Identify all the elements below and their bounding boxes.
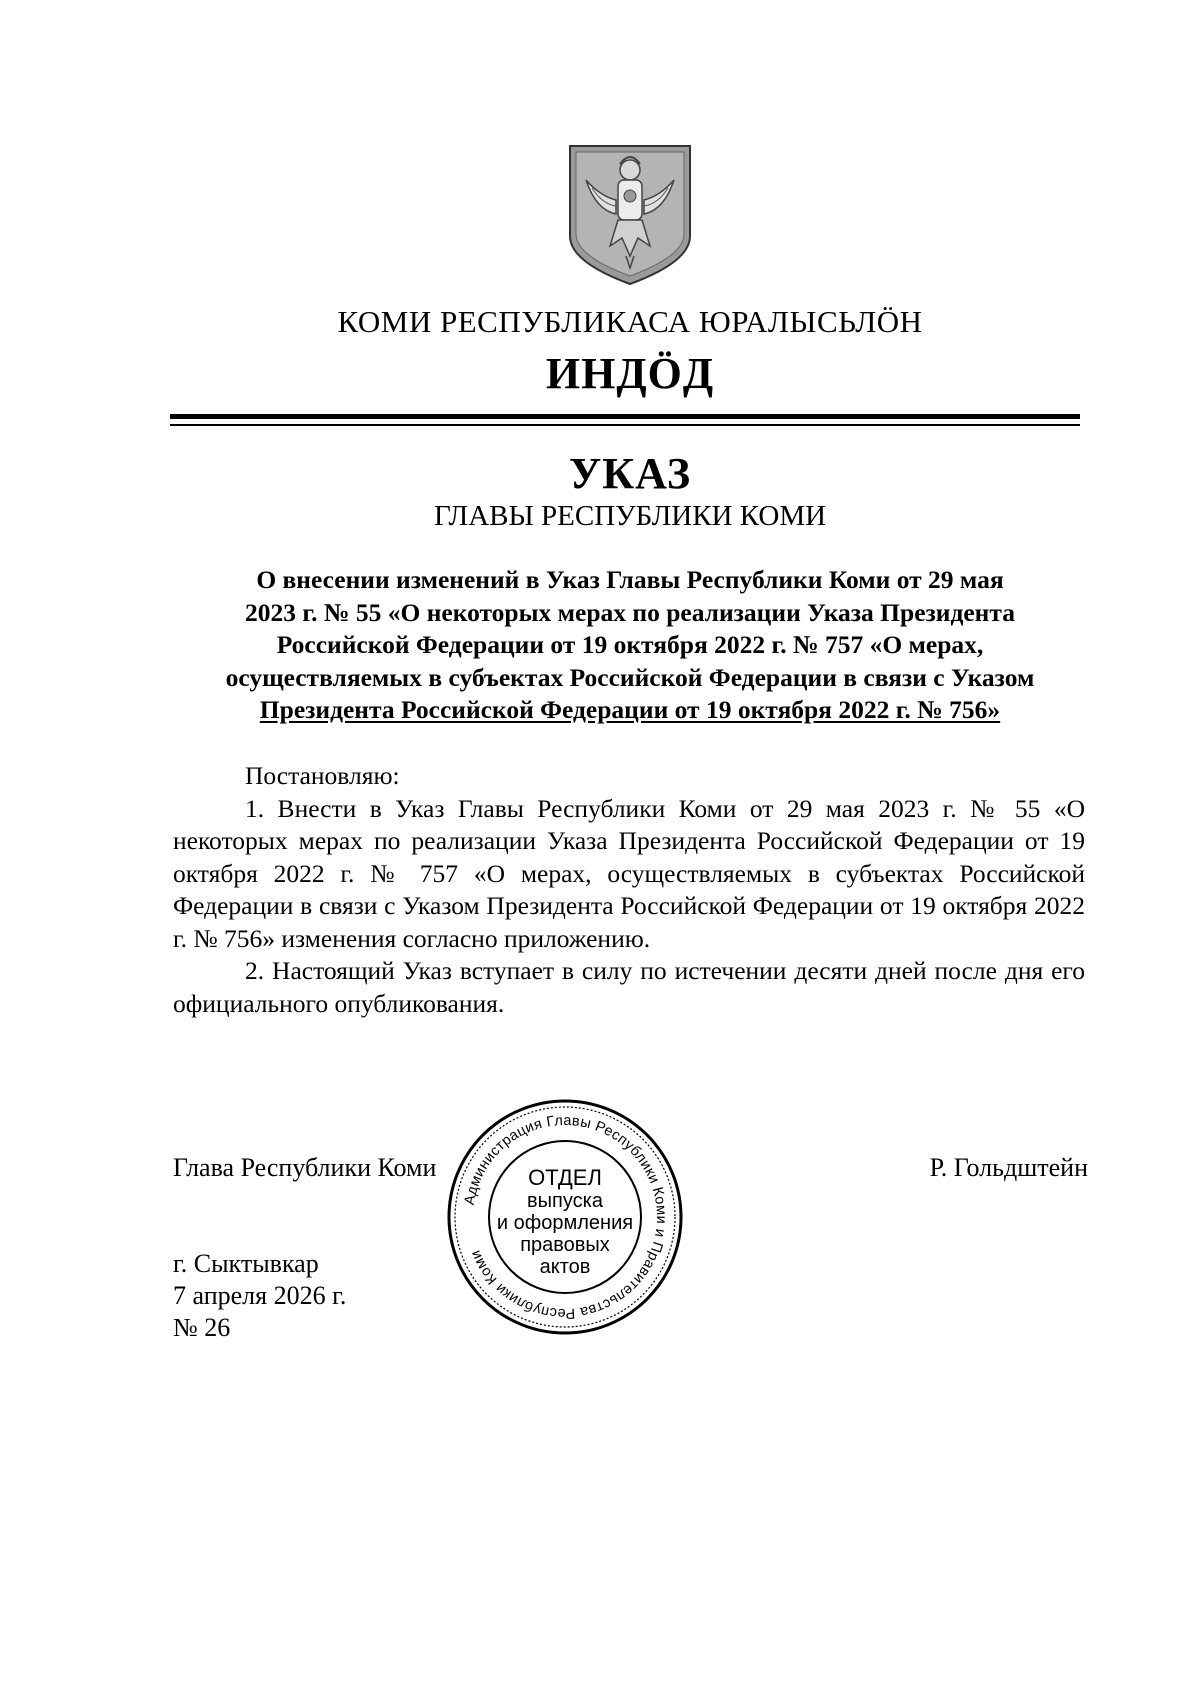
issue-city: г. Сыктывкар	[173, 1249, 319, 1278]
stamp-ring-text: Администрация Главы Республики Коми и Правительства Республики Коми	[461, 1112, 670, 1322]
doc-type-title: УКАЗ	[568, 449, 692, 498]
decree-footer	[173, 1248, 346, 1344]
decree-item-1: 1. Внести в Указ Главы Республики Коми от 29 мая 2023 г. № 55 «О некоторых мерах по реализации Указа Президента Российской Федерации от 19 октября 2022 г. № 757 «О мерах, осуществляемых в субъектах Российской Федерации в связи с Указом Президента Российской Федерации от 19 октября 2022 г. № 756» изменения согласно приложению.	[173, 793, 1085, 953]
decree-body	[173, 760, 1085, 1020]
subject-line: О внесении изменений в Указ Главы Республики Коми от 29 мая	[256, 565, 1004, 594]
subject-line: 2023 г. № 55 «О некоторых мерах по реализации Указа Президента	[245, 597, 1015, 627]
decree-number: № 26	[173, 1313, 231, 1342]
signatory-position: Глава Республики Коми	[173, 1153, 437, 1182]
stamp-center-line: ОТДЕЛ	[528, 1165, 602, 1190]
stamp-center-line: правовых	[520, 1234, 610, 1256]
subject-line: Президента Российской Федерации от 19 октября 2022 г. № 756»	[259, 695, 1001, 724]
stamp-center-line: актов	[539, 1256, 591, 1278]
subject-line: осуществляемых в субъектах Российской Федерации в связи с Указом	[225, 662, 1035, 692]
republic-name-komi: КОМИ РЕСПУБЛИКАСА ЮРАЛЫСЬЛÖН	[337, 304, 923, 339]
issue-date: 7 апреля 2026 г.	[173, 1281, 347, 1310]
official-stamp	[445, 1097, 685, 1337]
header-divider-thick	[170, 414, 1080, 419]
coat-of-arms-emblem	[566, 140, 694, 286]
signatory-name: Р. Гольдштейн	[929, 1153, 1088, 1182]
header-divider-thin	[170, 424, 1080, 426]
subject-line: Российской Федерации от 19 октября 2022 г. № 757 «О мерах,	[276, 630, 984, 659]
resolve-clause: Постановляю:	[245, 761, 400, 790]
stamp-center-line: выпуска	[527, 1190, 603, 1212]
doc-authority: ГЛАВЫ РЕСПУБЛИКИ КОМИ	[433, 500, 827, 532]
stamp-center-line: и оформления	[496, 1212, 634, 1234]
doc-type-komi: ИНДÖД	[545, 349, 715, 398]
decree-item-2: 2. Настоящий Указ вступает в силу по истечении десяти дней после дня его официального опубликования.	[173, 956, 1085, 1018]
decree-subject	[172, 564, 1088, 727]
